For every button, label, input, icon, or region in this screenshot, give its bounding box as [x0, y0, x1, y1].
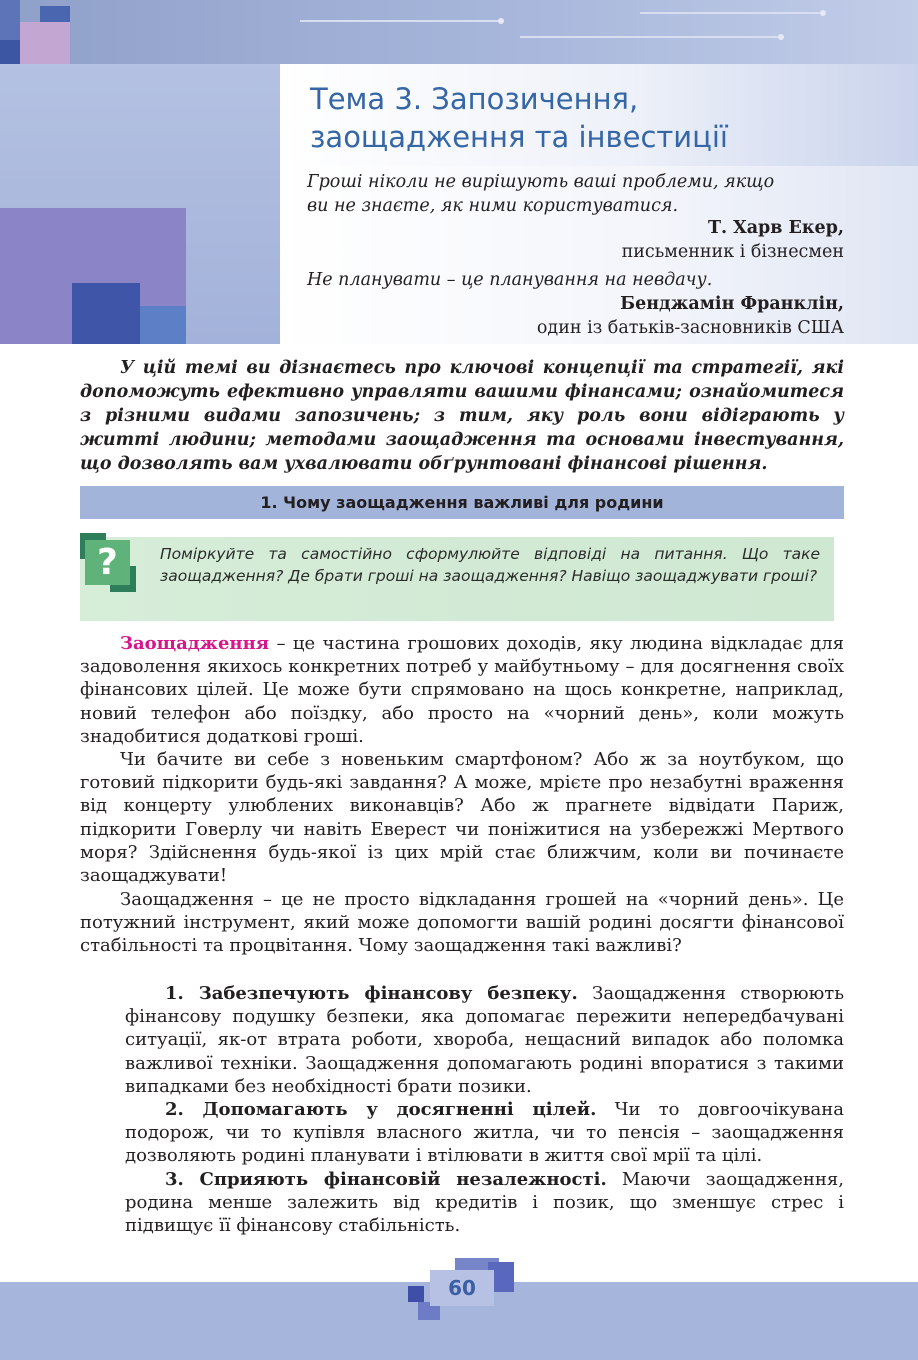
theme-title-line1: Тема 3. Запозичення, [310, 82, 639, 116]
page-number: 60 [448, 1276, 476, 1300]
quote-2-text: Не планувати – це планування на невдачу. [307, 270, 713, 290]
circuit-line [520, 36, 780, 38]
decor-square [0, 0, 20, 40]
circuit-line [640, 12, 820, 14]
quote-1-text [307, 170, 847, 218]
decor-square [72, 283, 140, 344]
list-item-lead: 2. Допомагають у досягненні цілей. [165, 1099, 597, 1120]
quote-1-line1: Гроші ніколи не вирішують ваші проблеми, якщо [307, 172, 775, 192]
decor-square [20, 22, 70, 64]
list-item-text: Чи то довгоочікувана подорож, чи то купівля власного житла, чи то пенсія – заощадження дозволяють родині планувати і втілювати в життя свої мрії та цілі. [125, 1099, 844, 1167]
decor-square [40, 6, 70, 22]
list-item [125, 982, 844, 1098]
header-band [0, 0, 918, 64]
circuit-dot [778, 34, 784, 40]
list-item-lead: 3. Сприяють фінансовій незалежності. [165, 1169, 607, 1190]
circuit-dot [820, 10, 826, 16]
list-item [125, 1098, 844, 1168]
list-item-text: Маючи заощадження, родина менше залежить від кредитів і позик, що зменшує стрес і підвищує її фінансову стабільність. [125, 1169, 844, 1237]
circuit-line [300, 20, 500, 22]
paragraph-definition [80, 632, 844, 748]
section-title: 1. Чому заощадження важливі для родини [80, 486, 844, 519]
question-text: Поміркуйте та самостійно сформулюйте відповіді на питання. Що таке заощадження? Де брати гроші на заощадження? Навіщо заощаджувати гроші? [160, 545, 820, 585]
list-item [125, 1168, 844, 1238]
theme-title-line2: заощадження та інвестиції [310, 120, 728, 154]
question-mark-icon: ? [85, 540, 130, 585]
decor-square [140, 306, 186, 344]
topic-intro: У цій темі ви дізнаєтесь про ключові концепції та стратегії, які допоможуть ефективно управляти вашими фінансами; ознайомитеся з різними видами запозичень; з тим, яку роль вони відіграють у житті людини; методами заощадження та основами інвестування, що дозволять вам ухвалювати обґрунтовані фінансові рішення. [80, 358, 844, 474]
quote-1-role: письменник і бізнесмен [621, 242, 844, 262]
quote-1-line2: ви не знаєте, як ними користуватися. [307, 196, 679, 216]
list-item-lead: 1. Забезпечують фінансову безпеку. [165, 983, 578, 1004]
circuit-dot [498, 18, 504, 24]
theme-title [310, 80, 900, 156]
quote-2-author: Бенджамін Франклін, [620, 294, 844, 314]
quote-1-author: Т. Харв Екер, [707, 218, 844, 238]
decor-square [408, 1286, 424, 1302]
term-savings: Заощадження [120, 633, 270, 654]
paragraph-dreams: Чи бачите ви себе з новеньким смартфоном? Або ж за ноутбуком, що готовий підкорити будь-які завдання? А може, мрієте про незабутні враження від концерту улюблених виконавців? Або ж прагнете відвідати Париж, підкорити Говерлу чи навіть Еверест чи поніжитися на узбережжі Мертвого моря? Здійснення будь-якої із цих мрій стає ближчим, коли ви починаєте заощаджувати! [80, 749, 844, 887]
quote-2-role: один із батьків-засновників США [536, 318, 844, 338]
paragraph-definition-text: – це частина грошових доходів, яку людина відкладає для задоволення якихось конкретних потреб у майбутньому – для досягнення своїх фінансових цілей. Це може бути спрямовано на щось конкретне, наприклад, новий телефон або поїздку, або просто на «чорний день», коли можуть знадобитися додаткові гроші. [80, 633, 844, 747]
decor-square [0, 40, 20, 64]
paragraph-why: Заощадження – це не просто відкладання грошей на «чорний день». Це потужний інструмент, який може допомогти вашій родині досягти фінансової стабільності та процвітання. Чому заощадження такі важливі? [80, 889, 844, 957]
list-item-text: Заощадження створюють фінансову подушку безпеки, яка допомагає пережити непередбачувані ситуації, як-от втрата роботи, хвороба, нещасний випадок або поломка важливої техніки. Заощадження допомагають родині впоратися з такими випадками без необхідності брати позики. [125, 983, 845, 1097]
